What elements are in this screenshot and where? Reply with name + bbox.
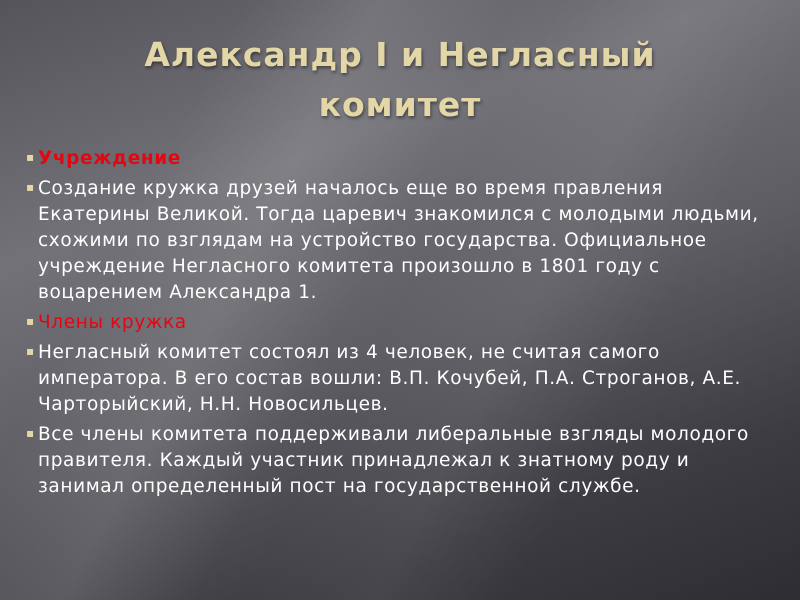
slide-title: Александр I и Негласный комитет [144, 35, 656, 124]
bullet-list [26, 146, 766, 504]
bullet-body-text: Создание кружка друзей началось еще во время правления Екатерины Великой. Тогда царевич знакомился с молодыми людьми, схожими по взглядам на устройство государства. Официальное учреждение Негласного комитета произошло в 1801 году с воцарением Александра 1. [38, 178, 759, 303]
bullet-icon: ▪ [26, 344, 35, 358]
bullet-heading-text: Члены кружка [38, 312, 187, 333]
bullet-heading-text: Учреждение [38, 148, 181, 169]
bullet-body-text: Негласный комитет состоял из 4 человек, не считая самого императора. В его состав вошли: В.П. Кочубей, П.А. Строганов, А.Е. Чарторыйский, Н.Н. Новосильцев. [38, 342, 741, 415]
bullet-item-heading-establishment [26, 146, 766, 172]
bullet-icon: ▪ [26, 426, 35, 440]
bullet-item-body [26, 422, 766, 500]
bullet-icon: ▪ [26, 180, 35, 194]
bullet-body-text: Все члены комитета поддерживали либеральные взгляды молодого правителя. Каждый участник принадлежал к знатному роду и занимал определенный пост на государственной службе. [38, 424, 749, 497]
bullet-item-heading-members [26, 310, 766, 336]
bullet-item-body [26, 176, 766, 306]
bullet-icon: ▪ [26, 150, 35, 164]
bullet-item-body [26, 340, 766, 418]
bullet-icon: ▪ [26, 314, 35, 328]
